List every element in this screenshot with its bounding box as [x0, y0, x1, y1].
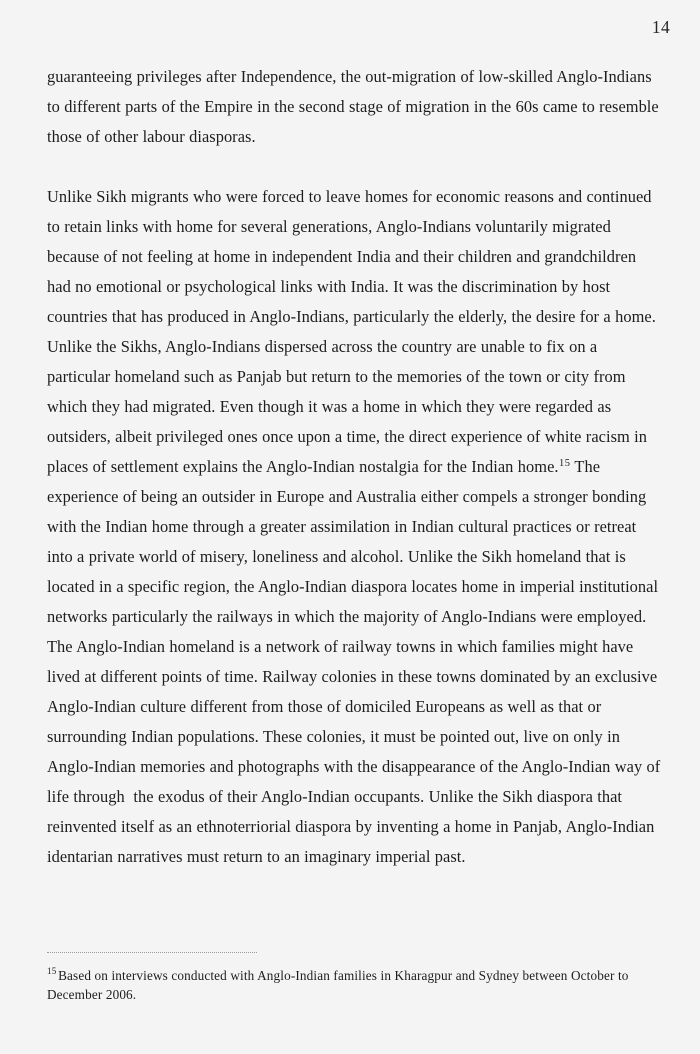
paragraph-text-part-2: The experience of being an outsider in Europe and Australia either compels a stronger bonding with the Indian home through a greater assimilation in Indian cultural practices or retreat into a private world of misery, loneliness and alcohol. Unlike the Sikh homeland that is located in a specific region, the Anglo-Indian diaspora locates home in imperial institutional networks particularly the railways in which the majority of Anglo-Indians were employed. The Anglo-Indian homeland is a network of railway towns in which families might have lived at different points of time. Railway colonies in these towns dominated by an exclusive Anglo-Indian culture different from those of domiciled Europeans as well as that or surrounding Indian populations. These colonies, it must be pointed out, live on only in Anglo-Indian memories and photographs with the disappearance of the Anglo-Indian way of life through the exodus of their Anglo-Indian occupants. Unlike the Sikh diaspora that reinvented itself as an ethnoterriorial diaspora by inventing a home in Panjab, Anglo-Indian identarian narratives must return to an imaginary imperial past. [47, 457, 665, 866]
body-text-block [47, 62, 664, 872]
page-number: 14 [651, 17, 670, 37]
footnote-item [47, 966, 672, 1004]
footnote-text: Based on interviews conducted with Anglo-Indian families in Kharagpur and Sydney between October to December 2006. [47, 968, 632, 1002]
paragraph-text: guaranteeing privileges after Independence, the out-migration of low-skilled Anglo-Indians to different parts of the Empire in the second stage of migration in the 60s came to resemble those of other labour diasporas. [47, 67, 664, 146]
paragraph [47, 62, 664, 152]
footnote-area [47, 952, 672, 1004]
paragraph-text-part-1: Unlike Sikh migrants who were forced to leave homes for economic reasons and continued to retain links with home for several generations, Anglo-Indians voluntarily migrated because of not feeling at home in independent India and their children and grandchildren had no emotional or psychological links with India. It was the discrimination by host countries that has produced in Anglo-Indians, particularly the elderly, the desire for a home. Unlike the Sikhs, Anglo-Indians dispersed across the country are unable to fix on a particular homeland such as Panjab but return to the memories of the town or city from which they had migrated. Even though it was a home in which they were regarded as outsiders, albeit privileged ones once upon a time, the direct experience of white racism in places of settlement explains the Anglo-Indian nostalgia for the Indian home. [47, 187, 661, 476]
paragraph [47, 182, 664, 872]
footnote-number: 15 [47, 965, 57, 976]
footnote-separator-rule [47, 952, 257, 953]
footnote-reference-marker[interactable]: 15 [559, 457, 571, 469]
